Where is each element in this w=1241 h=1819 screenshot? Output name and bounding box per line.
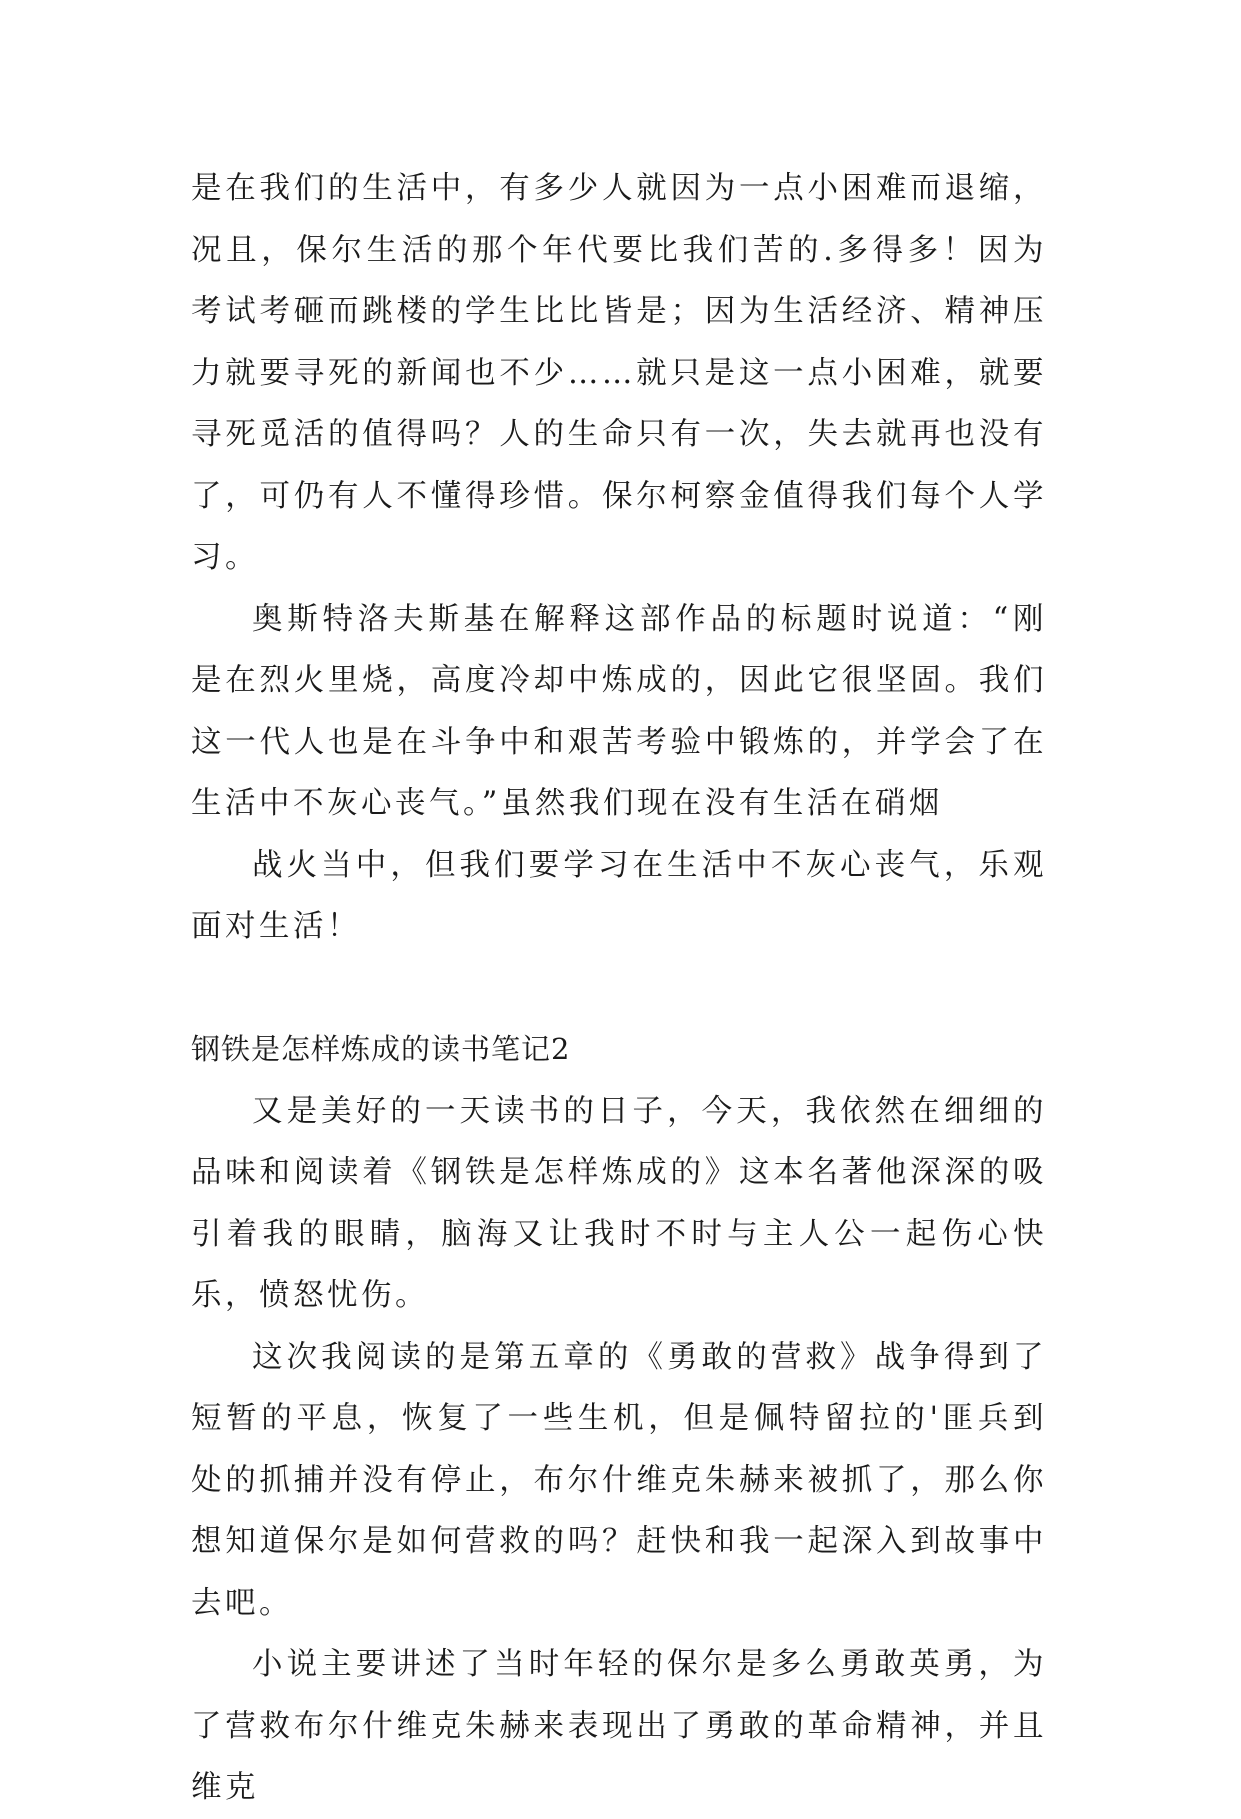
- section-heading: 钢铁是怎样炼成的读书笔记2: [191, 1032, 571, 1066]
- paragraph-optimism: 战火当中，但我们要学习在生活中不灰心丧气，乐观面对生活！: [191, 847, 1047, 944]
- document-body: [191, 158, 1047, 1819]
- paragraph-chapter-five: 这次我阅读的是第五章的《勇敢的营救》战争得到了短暂的平息，恢复了一些生机，但是佩特留拉的'匪兵到处的抓捕并没有停止，布尔什维克朱赫来被抓了，那么你想知道保尔是如何营救的吗？赶快和我一起深入到故事中去吧。: [191, 1339, 1047, 1621]
- section-gap: [191, 958, 1047, 1020]
- paragraph-reading-day: 又是美好的一天读书的日子，今天，我依然在细细的品味和阅读着《钢铁是怎样炼成的》这本名著他深深的吸引着我的眼睛，脑海又让我时不时与主人公一起伤心快乐，愤怒忧伤。: [191, 1093, 1047, 1313]
- paragraph-author-quote: 奥斯特洛夫斯基在解释这部作品的标题时说道：“刚是在烈火里烧，高度冷却中炼成的，因此它很坚固。我们这一代人也是在斗争中和艰苦考验中锻炼的，并学会了在生活中不灰心丧气。”虽然我们现在没有生活在硝烟: [191, 601, 1047, 821]
- paragraph-life-difficulties: 是在我们的生活中，有多少人就因为一点小困难而退缩，况且，保尔生活的那个年代要比我们苦的.多得多！因为考试考砸而跳楼的学生比比皆是；因为生活经济、精神压力就要寻死的新闻也不少……就只是这一点小困难，就要寻死觅活的值得吗？人的生命只有一次，失去就再也没有了，可仍有人不懂得珍惜。保尔柯察金值得我们每个人学习。: [191, 171, 1047, 575]
- paragraph-novel-summary: 小说主要讲述了当时年轻的保尔是多么勇敢英勇，为了营救布尔什维克朱赫来表现出了勇敢的革命精神，并且维克: [191, 1647, 1047, 1805]
